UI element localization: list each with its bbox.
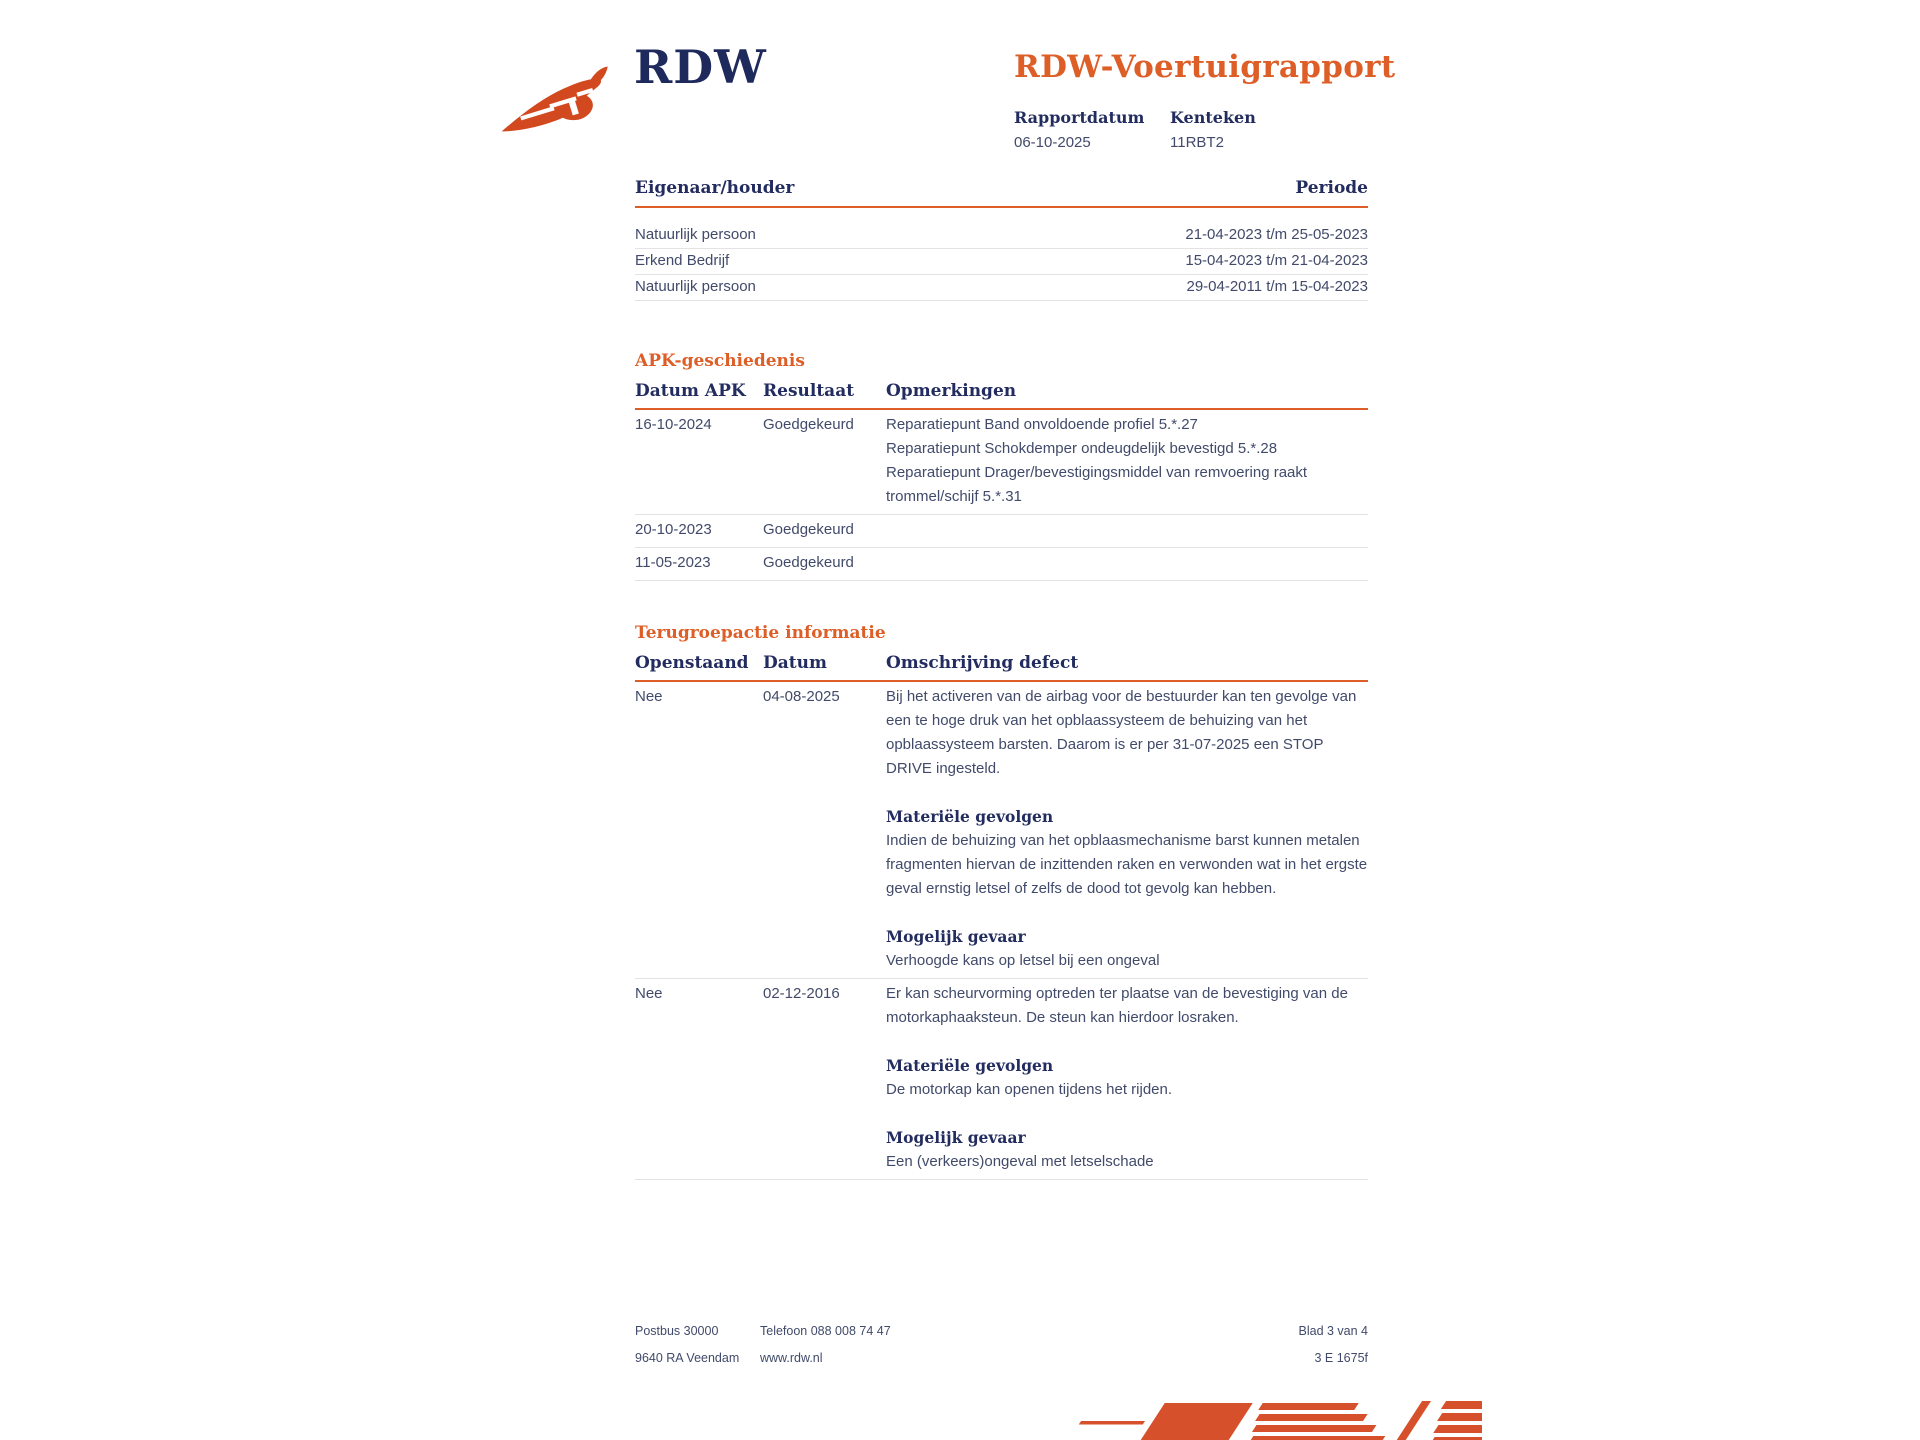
eigenaar-header-row — [635, 176, 1368, 208]
col-datum: Datum — [763, 653, 827, 673]
mogelijk-gevaar-text: Een (verkeers)ongeval met letselschade — [886, 1153, 1154, 1170]
owner-type: Erkend Bedrijf — [635, 252, 730, 269]
defect-description: Er kan scheurvorming optreden ter plaatse van de bevestiging van de motorkaphaaksteun. De steun kan hierdoor losraken. — [886, 985, 1348, 1026]
section-eigenaar-houder — [635, 176, 1368, 301]
rdw-logo — [498, 40, 767, 137]
owner-type: Natuurlijk persoon — [635, 226, 756, 243]
terugroep-openstaand: Nee — [635, 985, 663, 1002]
page-footer — [635, 1318, 1368, 1372]
defect-description: Bij het activeren van de airbag voor de bestuurder kan ten gevolge van een te hoge druk van het opblaassysteem de behuizing van het opblaassysteem barsten. Daarom is er per 31-07-2025 een STOP DRIVE ingesteld. — [886, 688, 1357, 777]
rapportdatum-value: 06-10-2025 — [1014, 134, 1091, 151]
report-meta — [1014, 108, 1434, 151]
footer-page-info — [1299, 1318, 1369, 1372]
table-row — [635, 548, 1368, 581]
table-row — [635, 410, 1368, 515]
apk-resultaat: Goedgekeurd — [763, 521, 854, 538]
report-body — [635, 176, 1368, 1180]
terugroep-datum: 02-12-2016 — [763, 985, 840, 1002]
footer-address — [635, 1318, 760, 1372]
kenteken-value: 11RBT2 — [1170, 134, 1224, 151]
footer-telefoon: Telefoon 088 008 74 47 — [760, 1324, 891, 1338]
opmerking: Reparatiepunt Schokdemper ondeugdelijk bevestigd 5.*.28 — [886, 440, 1278, 457]
apk-resultaat: Goedgekeurd — [763, 554, 854, 571]
rdw-stripe-graphic — [1032, 1398, 1482, 1440]
owner-periode: 21-04-2023 t/m 25-05-2023 — [1185, 226, 1368, 243]
col-openstaand: Openstaand — [635, 653, 749, 673]
kenteken-label: Kenteken — [1170, 108, 1256, 127]
table-row — [635, 515, 1368, 548]
footer-postbus: Postbus 30000 — [635, 1324, 719, 1338]
footer-code: 3 E 1675f — [1314, 1351, 1368, 1365]
rdw-stripes-icon — [1032, 1398, 1482, 1440]
apk-opmerkingen — [886, 518, 1368, 542]
opmerking: Reparatiepunt Drager/bevestigingsmiddel van remvoering raakt trommel/schijf 5.*.31 — [886, 464, 1308, 505]
materiele-gevolgen-text: De motorkap kan openen tijdens het rijden. — [886, 1081, 1173, 1098]
col-omschrijving-defect: Omschrijving defect — [886, 653, 1079, 673]
col-datum-apk: Datum APK — [635, 381, 746, 401]
section-apk-geschiedenis — [635, 349, 1368, 581]
table-row — [635, 223, 1368, 249]
report-header — [1014, 48, 1434, 151]
materiele-gevolgen-text: Indien de behuizing van het opblaasmechanisme barst kunnen metalen fragmenten hiervan de inzittenden raken en verwonden wat in het ergste geval ernstig letsel of zelfs de dood tot gevolg kan hebben. — [886, 832, 1368, 897]
footer-plaats: 9640 RA Veendam — [635, 1351, 740, 1365]
owner-type: Natuurlijk persoon — [635, 278, 756, 295]
materiele-gevolgen-heading: Materiële gevolgen — [886, 807, 1054, 826]
owner-periode: 15-04-2023 t/m 21-04-2023 — [1185, 252, 1368, 269]
apk-heading: APK-geschiedenis — [635, 351, 805, 371]
opmerking: Reparatiepunt Band onvoldoende profiel 5.*.27 — [886, 416, 1198, 433]
rdw-feather-icon — [498, 60, 626, 137]
footer-blad: Blad 3 van 4 — [1298, 1324, 1368, 1338]
kenteken-block — [1170, 108, 1326, 151]
materiele-gevolgen-heading: Materiële gevolgen — [886, 1056, 1054, 1075]
terugroep-omschrijving — [886, 685, 1368, 973]
section-terugroepactie — [635, 621, 1368, 1180]
page-title: RDW-Voertuigrapport — [1014, 49, 1396, 85]
apk-opmerkingen — [886, 551, 1368, 575]
periode-heading: Periode — [1295, 178, 1368, 198]
terugroep-omschrijving — [886, 982, 1368, 1174]
mogelijk-gevaar-heading: Mogelijk gevaar — [886, 927, 1026, 946]
table-row — [635, 979, 1368, 1180]
apk-datum: 11-05-2023 — [635, 554, 711, 571]
rapportdatum-block — [1014, 108, 1170, 151]
apk-resultaat: Goedgekeurd — [763, 416, 854, 433]
rapportdatum-label: Rapportdatum — [1014, 108, 1145, 127]
col-opmerkingen: Opmerkingen — [886, 381, 1017, 401]
terugroep-openstaand: Nee — [635, 688, 663, 705]
footer-contact — [760, 1318, 1299, 1372]
table-row — [635, 275, 1368, 301]
terugroep-datum: 04-08-2025 — [763, 688, 840, 705]
terugroep-heading: Terugroepactie informatie — [635, 623, 886, 643]
eigenaar-table — [635, 223, 1368, 301]
table-row — [635, 682, 1368, 979]
mogelijk-gevaar-text: Verhoogde kans op letsel bij een ongeval — [886, 952, 1160, 969]
mogelijk-gevaar-heading: Mogelijk gevaar — [886, 1128, 1026, 1147]
apk-opmerkingen — [886, 413, 1368, 509]
col-resultaat: Resultaat — [763, 381, 855, 401]
eigenaar-heading: Eigenaar/houder — [635, 178, 795, 198]
table-row — [635, 249, 1368, 275]
apk-table-header — [635, 379, 1368, 410]
apk-datum: 16-10-2024 — [635, 416, 712, 433]
owner-periode: 29-04-2011 t/m 15-04-2023 — [1186, 278, 1368, 295]
footer-website: www.rdw.nl — [760, 1351, 823, 1365]
terugroep-table-header — [635, 651, 1368, 682]
apk-datum: 20-10-2023 — [635, 521, 712, 538]
rdw-logo-text: RDW — [634, 40, 767, 94]
